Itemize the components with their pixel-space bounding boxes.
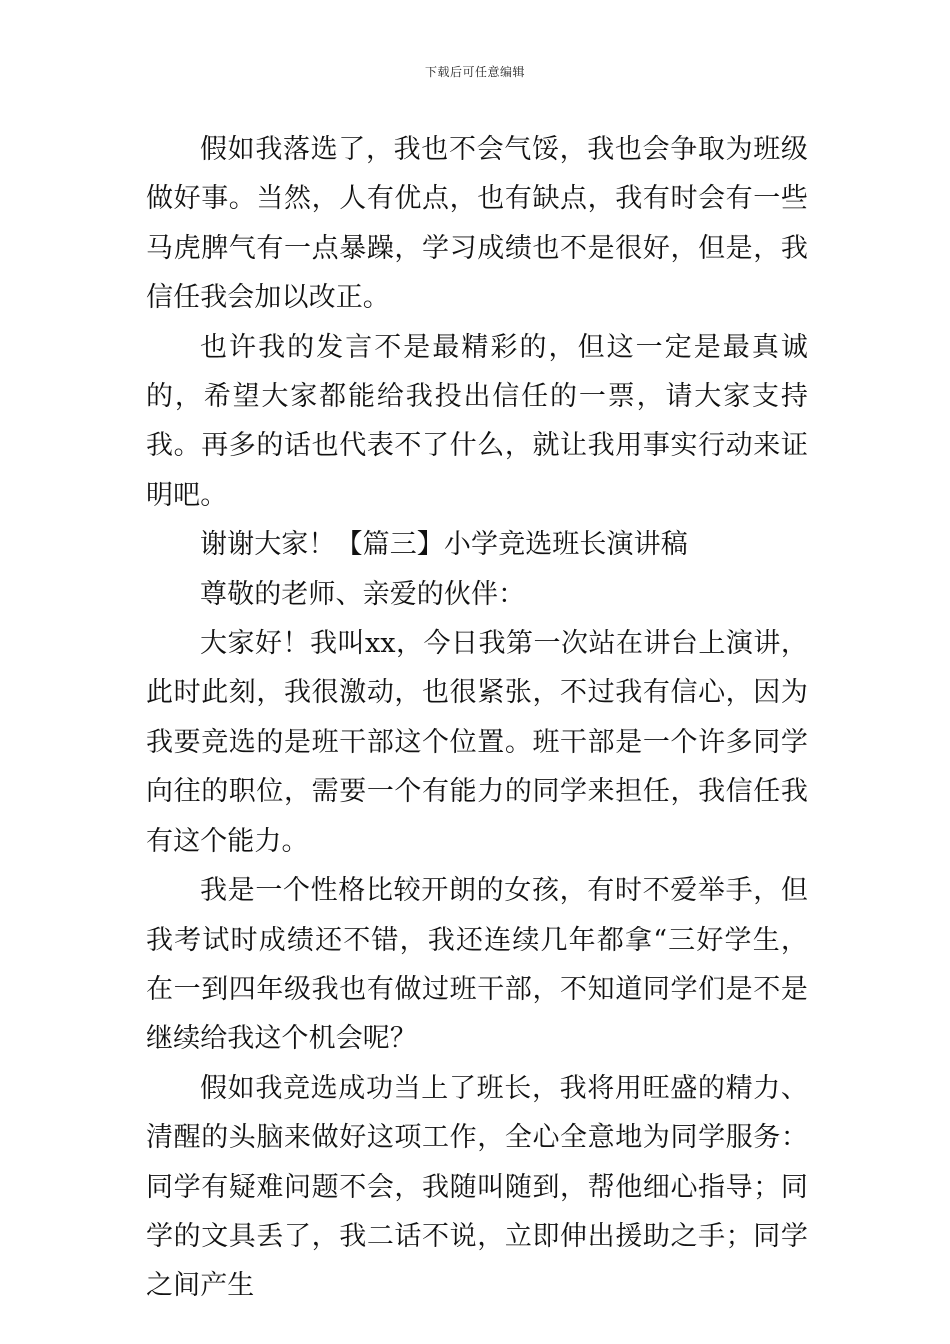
paragraph-salutation: 尊敬的老师、亲爱的伙伴： [200,578,526,610]
paragraph-sincere: 也许我的发言不是最精彩的，但这一定是最真诚的，希望大家都能给我投出信任的一票，请大家支持我。再多的话也代表不了什么，就让我用事实行动来证明吧。 [146,331,808,511]
paragraph-thanks-heading: 谢谢大家！【篇三】小学竞选班长演讲稿 [200,529,688,561]
document-body [146,125,808,1311]
paragraph-personality: 我是一个性格比较开朗的女孩，有时不爱举手，但我考试时成绩还不错，我还连续几年都拿“三好学生，在一到四年级我也有做过班干部，不知道同学们是不是继续给我这个机会呢？ [146,875,808,1055]
paragraph-defeat: 假如我落选了，我也不会气馁，我也会争取为班级做好事。当然，人有优点，也有缺点，我有时会有一些马虎脾气有一点暴躁，学习成绩也不是很好，但是，我信任我会加以改正。 [146,134,808,314]
paragraph-promise: 假如我竞选成功当上了班长，我将用旺盛的精力、清醒的头脑来做好这项工作，全心全意地为同学服务：同学有疑难问题不会，我随叫随到，帮他细心指导；同学的文具丢了，我二话不说，立即伸出援助之手；同学之间产生 [146,1072,808,1302]
page-header: 下载后可任意编辑 [424,65,525,79]
paragraph-greeting: 大家好！我叫xx，今日我第一次站在讲台上演讲，此时此刻，我很激动，也很紧张，不过我有信心，因为我要竞选的是班干部这个位置。班干部是一个许多同学向往的职位，需要一个有能力的同学来担任，我信任我有这个能力。 [146,628,808,857]
